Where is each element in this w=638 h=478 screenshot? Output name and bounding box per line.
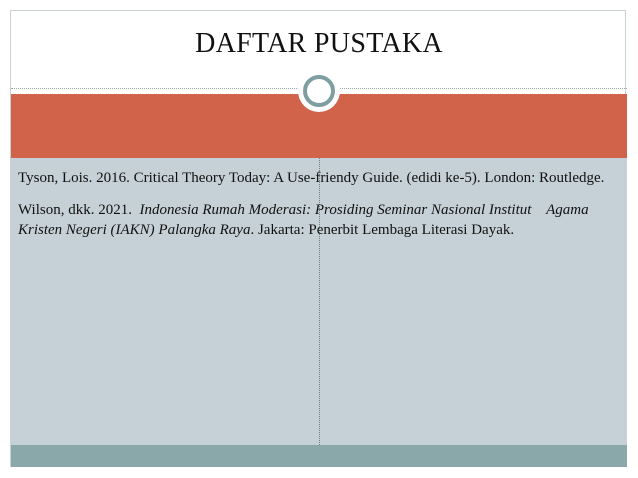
reference-item [18, 200, 622, 240]
reference-publisher: . Jakarta: Penerbit Lembaga Literasi Dayak. [250, 222, 515, 238]
bottom-band [11, 445, 627, 467]
reference-italic-title: Indonesia Rumah Moderasi: Prosiding Seminar Nasional Institut Agama Kristen Negeri (IAKN) Palangka Raya [18, 202, 593, 238]
slide-title: DAFTAR PUSTAKA [195, 28, 443, 59]
reference-text: Wilson, dkk. 2021. [18, 202, 140, 218]
reference-item [18, 168, 622, 188]
reference-list [18, 168, 622, 252]
reference-text: Tyson, Lois. 2016. Critical Theory Today: A Use-friendy Guide. (edidi ke-5). London: Routledge. [18, 170, 605, 186]
ring-ornament-inner [303, 75, 335, 107]
